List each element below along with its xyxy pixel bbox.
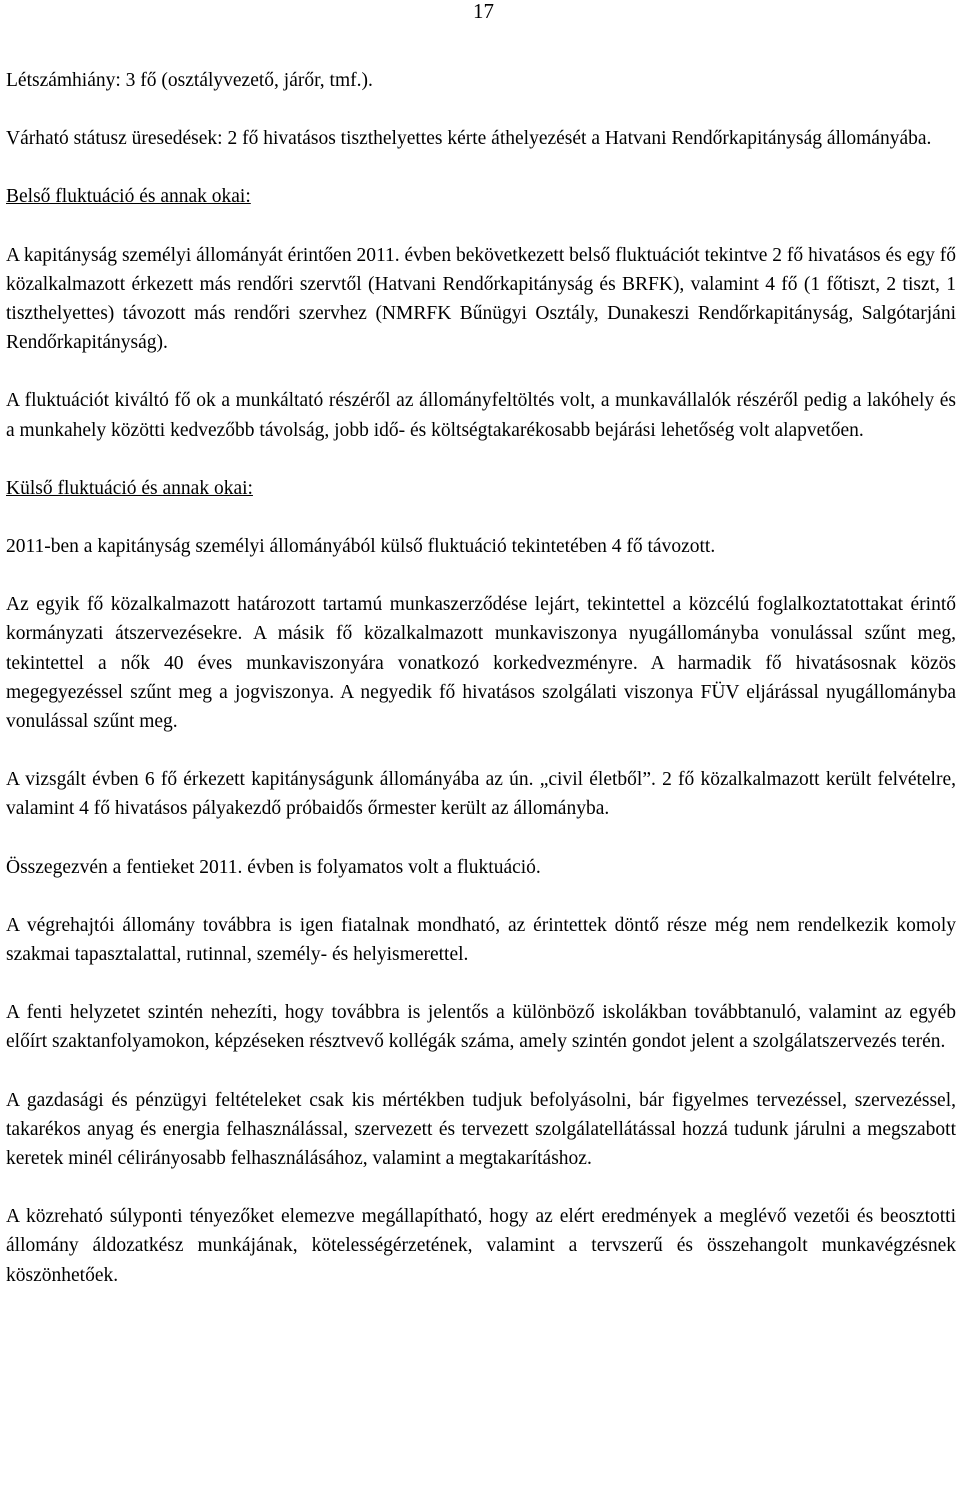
internal-fluctuation-paragraph: A kapitányság személyi állományát érintően 2011. évben bekövetkezett belső fluktuációt tekintve 2 fő hivatásos és egy fő közalkalmazott érkezett más rendőri szervtől (Hatvani Rendőrkapitányság és BRFK), valamint 4 fő (1 főtiszt, 2 tiszt, 1 tiszthelyettes) távozott más rendőri szervhez (NMRFK Bűnügyi Osztály, Dunakeszi Rendőrkapitányság, Salgótarjáni Rendőrkapitányság). xyxy=(6,244,956,354)
key-factors-paragraph: A közreható súlyponti tényezőket elemezve megállapítható, hogy az elért eredmények a meglévő vezetői és beosztotti állomány áldozatkész munkájának, kötelességérzetének, valamint a tervszerű és összehangolt munkavégzésnek köszönhetőek. xyxy=(6,1206,956,1286)
external-fluctuation-summary-paragraph: 2011-ben a kapitányság személyi állományából külső fluktuáció tekintetében 4 fő távozott. xyxy=(6,536,716,558)
summary-paragraph: Összegezvén a fentieket 2011. évben is folyamatos volt a fluktuáció. xyxy=(6,856,541,878)
departure-details-paragraph: Az egyik fő közalkalmazott határozott tartamú munkaszerződése lejárt, tekintettel a közcélú foglalkoztatottakat érintő kormányzati átszervezésekre. A másik fő közalkalmazott munkaviszonya nyugállományba vonulással szűnt meg, tekintettel a nők 40 éves munkaviszonyára vonatkozó korkedvezményre. A harmadik fő hivatásosnak közös megegyezéssel szűnt meg a jogviszonya. A negyedik fő hivatásos szolgálati viszonya FÜV eljárással nyugállományba vonulással szűnt meg. xyxy=(6,594,956,733)
executive-staff-paragraph: A végrehajtói állomány továbbra is igen fiatalnak mondható, az érintettek döntő része még nem rendelkezik komoly szakmai tapasztalattal, rutinnal, személy- és helyismerettel. xyxy=(6,914,956,966)
staff-shortage-paragraph: Létszámhiány: 3 fő (osztályvezető, járőr, tmf.). xyxy=(6,70,373,91)
fluctuation-reasons-paragraph: A fluktuációt kiváltó fő ok a munkáltató részéről az állományfeltöltés volt, a munkavállalók részéről pedig a lakóhely és a munkahely közötti kedvezőbb távolság, jobb idő- és költségtakarékosabb bejárási lehetőség volt alapvetően. xyxy=(6,390,956,441)
page-number: 17 xyxy=(473,0,494,23)
new-arrivals-paragraph: A vizsgált évben 6 fő érkezett kapitányságunk állományába az ún. „civil életből”. 2 fő közalkalmazott került felvételre, valamint 4 fő hivatásos pályakezdő próbaidős őrmester került az állományba. xyxy=(6,769,956,820)
expected-vacancies-paragraph: Várható státusz üresedések: 2 fő hivatásos tiszthelyettes kérte áthelyezését a Hatvani Rendőrkapitányság állományába. xyxy=(6,128,932,150)
external-fluctuation-heading: Külső fluktuáció és annak okai: xyxy=(6,477,253,499)
page-content xyxy=(6,0,956,1290)
financial-conditions-paragraph: A gazdasági és pénzügyi feltételeket csak kis mértékben tudjuk befolyásolni, bár figyelmes tervezéssel, szervezéssel, takarékos anyag és energia felhasználással, szervezett és tervezett szolgálatellátással hozzá tudunk járulni a megszabott keretek minél célirányosabb felhasználásához, valamint a megtakarításhoz. xyxy=(6,1089,956,1170)
internal-fluctuation-heading: Belső fluktuáció és annak okai: xyxy=(6,186,251,208)
training-paragraph: A fenti helyzetet szintén nehezíti, hogy továbbra is jelentős a különböző iskolákban továbbtanuló, valamint az egyéb előírt szaktanfolyamokon, képzéseken résztvevő kollégák száma, amely szintén gondot jelent a szolgálatszervezés terén. xyxy=(6,1002,956,1053)
